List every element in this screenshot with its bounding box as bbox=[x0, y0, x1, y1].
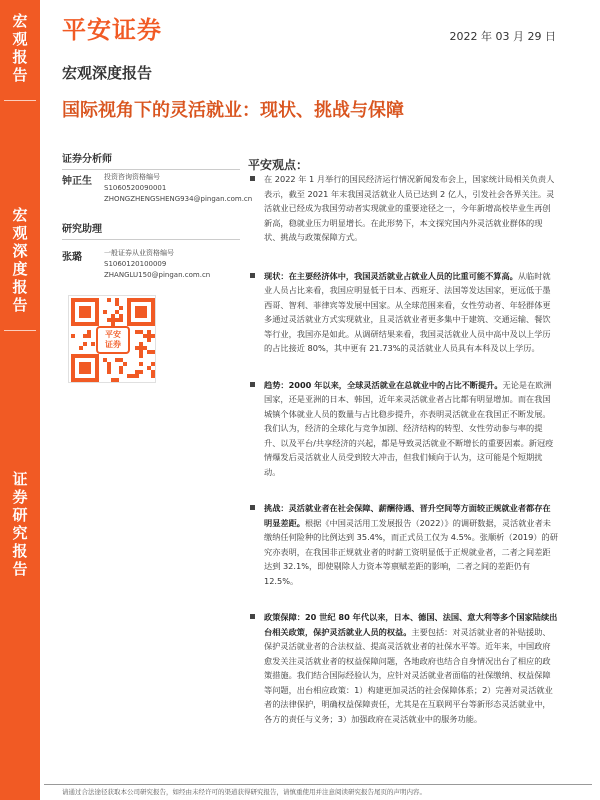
sidebar-char: 告 bbox=[12, 296, 28, 314]
qr-module bbox=[103, 310, 107, 314]
qr-badge-text: 平安 bbox=[105, 330, 121, 339]
sidebar-char: 告 bbox=[12, 560, 28, 578]
qr-module bbox=[107, 370, 111, 374]
qr-module bbox=[119, 306, 123, 310]
company-logo: 平安证券 bbox=[62, 16, 162, 44]
sidebar-char: 观 bbox=[12, 224, 28, 242]
sidebar-char: 报 bbox=[12, 542, 28, 560]
qr-module bbox=[95, 298, 99, 326]
assistant-cert-no: S1060120100009 bbox=[104, 260, 167, 268]
qr-module bbox=[87, 334, 91, 338]
qr-module bbox=[151, 298, 155, 326]
bullet-square-icon bbox=[250, 382, 255, 387]
analyst-cert-no: S1060520090001 bbox=[104, 184, 167, 192]
sidebar-char: 告 bbox=[12, 66, 28, 84]
assistant-section bbox=[62, 220, 240, 240]
section-divider bbox=[62, 169, 240, 170]
qr-module bbox=[139, 354, 143, 358]
qr-module bbox=[119, 370, 123, 374]
qr-module bbox=[151, 334, 155, 338]
qr-brand-badge bbox=[96, 326, 130, 354]
qr-module bbox=[79, 362, 91, 374]
qr-module bbox=[123, 362, 127, 366]
footer-divider bbox=[44, 784, 592, 785]
report-date: 2022 年 03 月 29 日 bbox=[449, 30, 556, 43]
qr-module bbox=[151, 350, 155, 354]
qr-module bbox=[107, 298, 111, 302]
qr-module bbox=[151, 374, 155, 378]
viewpoint-item bbox=[248, 378, 558, 480]
viewpoint-text: 从临时就业人员占比来看，我国应明显低于日本、西班牙、法国等发达国家，更远低于墨西哥、智利、菲律宾等发展中国家。从全球范围来看，女性劳动者、年轻群体更多通过灵活就业方式实现就业，且灵活就业者更多集中于建筑、交通运输、餐饮等行业，我国亦是如此。从调研结果来看，我国灵活就业人员中高中及以上学历的占比接近 80%，其中更有 21.73%的灵活就业人员具有本科及以上学历。 bbox=[264, 270, 551, 353]
assistant-cert-label: 一般证券从业资格编号 bbox=[104, 249, 174, 257]
sidebar-char: 深 bbox=[12, 242, 28, 260]
viewpoint-item bbox=[248, 172, 558, 245]
qr-module bbox=[83, 342, 87, 346]
bullet-square-icon bbox=[250, 614, 255, 619]
bullet-square-icon bbox=[250, 273, 255, 278]
viewpoint-lead: 政策保障：20 世纪 80 年代以来，日本、德国、法国、意大利等多个国家陆续出台相关政策，保护灵活就业人员的权益。 bbox=[264, 612, 558, 637]
qr-module bbox=[127, 298, 131, 326]
sidebar-divider bbox=[4, 100, 36, 101]
qr-module bbox=[147, 338, 151, 342]
sidebar-tab-macro-deep-report bbox=[0, 206, 40, 314]
viewpoint-item bbox=[248, 269, 558, 356]
qr-module bbox=[115, 378, 119, 382]
sidebar-char: 宏 bbox=[12, 12, 28, 30]
sidebar-char: 券 bbox=[12, 488, 28, 506]
qr-module bbox=[71, 354, 75, 382]
sidebar-char: 度 bbox=[12, 260, 28, 278]
footer-disclaimer: 请通过合法途径获取本公司研究报告，如经由未经许可的渠道获得研究报告，请慎重使用并注意阅读研究报告尾页的声明内容。 bbox=[62, 788, 426, 796]
viewpoint-text: 根据《中国灵活用工发展报告（2022）》的调研数据，灵活就业者未缴纳任何险种的比例达到 35.4%，而正式员工仅为 4.5%。张顺析（2019）的研究亦表明，在我国非正规就业者的时薪工资明显低于正规就业者，二者之间差距达到 32.1%，即使剔除人力资本等禀赋差距的影响，二者之间的差距仍有 12.5%。 bbox=[264, 517, 558, 586]
analyst-cert-label: 投资咨询资格编号 bbox=[104, 173, 160, 181]
qr-module bbox=[71, 298, 75, 326]
section-divider bbox=[62, 239, 240, 240]
qr-module bbox=[91, 342, 95, 346]
sidebar-char: 研 bbox=[12, 506, 28, 524]
viewpoint-list bbox=[248, 172, 558, 726]
sidebar-char: 观 bbox=[12, 30, 28, 48]
assistant-name: 张璐 bbox=[62, 252, 82, 263]
report-category: 宏观深度报告 bbox=[62, 64, 153, 82]
viewpoint-item bbox=[248, 610, 558, 726]
viewpoint-text: 无论是在欧洲国家，还是亚洲的日本、韩国，近年来灵活就业者占比都有明显增加。而在我国城镇个体就业人员的数量与占比稳步提升，亦表明灵活就业在我国正不断发展。我们认为，经济的全球化与竞争加剧、经济结构的转型、女性劳动参与率的提升、以及平台/共享经济的兴起，都是导致灵活就业不断增长的重要因素。新冠疫情爆发后灵活就业人员受到较大冲击，但我们倾向于认为，这可能是个短期扰动。 bbox=[264, 379, 554, 477]
qr-module bbox=[151, 362, 155, 366]
assistant-info bbox=[104, 248, 210, 281]
qr-badge-text: 证券 bbox=[105, 340, 121, 349]
qr-module bbox=[79, 346, 83, 350]
sidebar-char: 宏 bbox=[12, 206, 28, 224]
sidebar-char: 究 bbox=[12, 524, 28, 542]
qr-code-icon bbox=[68, 295, 156, 383]
viewpoint-lead: 现状：在主要经济体中，我国灵活就业占就业人员的比重可能不算高。 bbox=[264, 270, 518, 281]
report-type-sidebar bbox=[0, 0, 40, 800]
report-title: 国际视角下的灵活就业：现状、挑战与保障 bbox=[62, 100, 404, 121]
qr-module bbox=[71, 334, 75, 338]
sidebar-char: 证 bbox=[12, 470, 28, 488]
assistant-section-label: 研究助理 bbox=[62, 224, 102, 235]
analyst-section-label: 证券分析师 bbox=[62, 154, 112, 165]
viewpoint-text: 在 2022 年 1 月举行的国民经济运行情况新闻发布会上，国家统计局相关负责人表示，截至 2021 年末我国灵活就业人员已达到 2 亿人，引发社会各界关注。灵活就业已经成为我国劳动者实现就业的重要途径之一，今年新增高校毕业生再创新高，稳就业压力明显增长。在此形势下，本文探究国内外灵活就业群体的现状、挑战与政策保障方式。 bbox=[264, 174, 555, 242]
analyst-section bbox=[62, 150, 240, 170]
analyst-email[interactable]: ZHONGZHENGSHENG934@pingan.com.cn bbox=[104, 195, 253, 203]
viewpoint-item bbox=[248, 501, 558, 588]
viewpoint-lead: 挑战：灵活就业者在社会保障、薪酬待遇、晋升空间等方面较正规就业者都存在明显差距。 bbox=[264, 503, 551, 528]
viewpoint-lead: 趋势：2000 年以来，全球灵活就业在总就业中的占比不断提升。 bbox=[264, 379, 503, 390]
qr-module bbox=[119, 318, 123, 322]
sidebar-char: 报 bbox=[12, 278, 28, 296]
analyst-info bbox=[104, 172, 252, 205]
qr-module bbox=[95, 354, 99, 382]
sidebar-divider bbox=[4, 330, 36, 331]
qr-module bbox=[135, 374, 139, 378]
viewpoint-heading: 平安观点： bbox=[248, 158, 309, 172]
analyst-name: 钟正生 bbox=[62, 176, 92, 187]
qr-module bbox=[139, 362, 143, 366]
qr-module bbox=[135, 306, 147, 318]
qr-module bbox=[139, 370, 143, 374]
bullet-square-icon bbox=[250, 176, 255, 181]
sidebar-char: 报 bbox=[12, 48, 28, 66]
viewpoint-text: 主要包括：对灵活就业者的补贴援助、保护灵活就业者的合法权益、提高灵活就业者的社保水平等。近年来，中国政府愈发关注灵活就业者的权益保障问题，各地政府也结合自身情况出台了相应的政策措施。我们结合国际经验认为，应针对灵活就业者面临的社保缴纳、权益保障等问题，出台相应政策：1）构建更加灵活的社会保障体系；2）完善对灵活就业者的法律保护，明确权益保障责任，尤其是在互联网平台等新形态灵活就业中，各方的责任与义务；3）加强政府在灵活就业中的服务功能。 bbox=[264, 626, 553, 724]
assistant-email[interactable]: ZHANGLU150@pingan.com.cn bbox=[104, 271, 211, 279]
sidebar-tab-macro-report bbox=[0, 12, 40, 84]
qr-module bbox=[79, 306, 91, 318]
sidebar-tab-securities-research-report bbox=[0, 470, 40, 578]
bullet-square-icon bbox=[250, 505, 255, 510]
